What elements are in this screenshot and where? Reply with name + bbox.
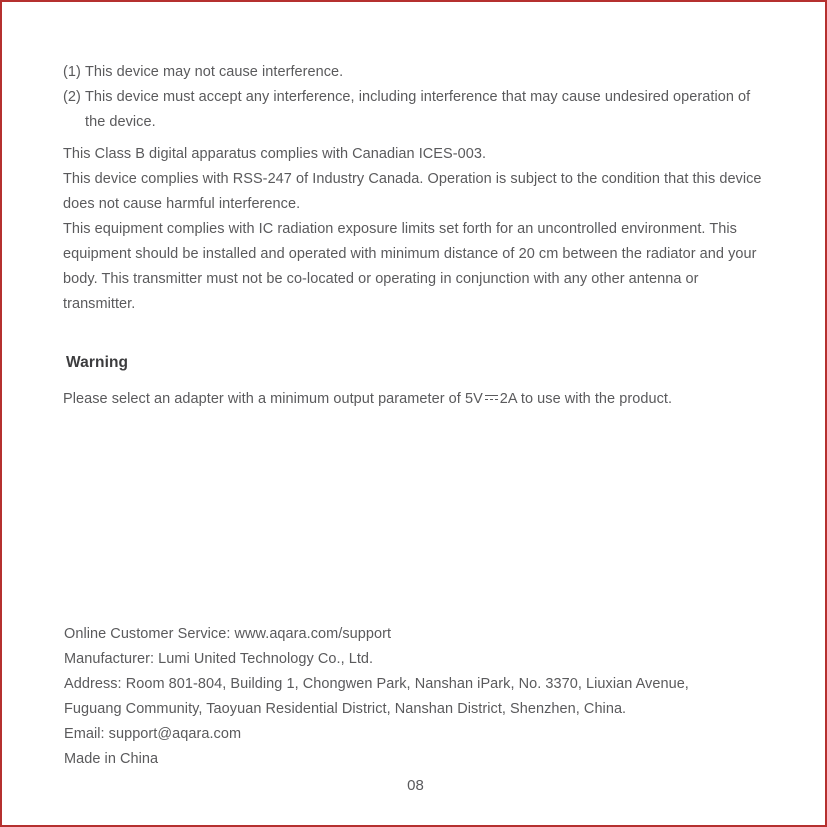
contact-line-made-in: Made in China <box>64 751 159 767</box>
contact-line-online-service: Online Customer Service: www.aqara.com/support <box>64 626 392 642</box>
list-item <box>63 85 763 135</box>
warning-body <box>63 387 766 412</box>
contact-line-manufacturer: Manufacturer: Lumi United Technology Co., Ltd. <box>64 651 374 667</box>
regulatory-paragraph: This equipment complies with IC radiation exposure limits set forth for an uncontrolled environment. This equipment should be installed and operated with minimum distance of 20 cm between the radiator and your body. This transmitter must not be co-located or operating in conjunction with any other antenna or transmitter. <box>63 221 757 312</box>
contact-line-email: Email: support@aqara.com <box>64 726 242 742</box>
regulatory-paragraph: This Class B digital apparatus complies with Canadian ICES‐003. <box>63 146 487 162</box>
list-item-marker: (2) <box>63 89 81 105</box>
list-item-text: This device must accept any interference, including interference that may cause undesired operation of the device. <box>85 89 751 130</box>
contact-info-block <box>64 622 764 772</box>
contact-line-address-2: Fuguang Community, Taoyuan Residential District, Nanshan District, Shenzhen, China. <box>64 701 627 717</box>
warning-text-after-symbol: 2A to use with the product. <box>499 391 673 407</box>
page-content <box>63 2 769 827</box>
warning-section <box>63 352 766 412</box>
list-item <box>63 60 763 85</box>
list-item-text: This device may not cause interference. <box>85 64 344 80</box>
contact-line-address-1: Address: Room 801-804, Building 1, Chongwen Park, Nanshan iPark, No. 3370, Liuxian Avenue, <box>64 676 689 692</box>
warning-heading: Warning <box>66 354 129 371</box>
dc-power-symbol <box>485 393 498 402</box>
conditions-list <box>63 60 763 135</box>
page-number: 08 <box>407 777 424 794</box>
regulatory-paragraph: This device complies with RSS‐247 of Industry Canada. Operation is subject to the condition that this device does not cause harmful interference. <box>63 171 762 212</box>
warning-text-before-symbol: Please select an adapter with a minimum output parameter of 5V <box>63 391 483 407</box>
list-item-marker: (1) <box>63 64 81 80</box>
regulatory-statements <box>63 142 765 317</box>
